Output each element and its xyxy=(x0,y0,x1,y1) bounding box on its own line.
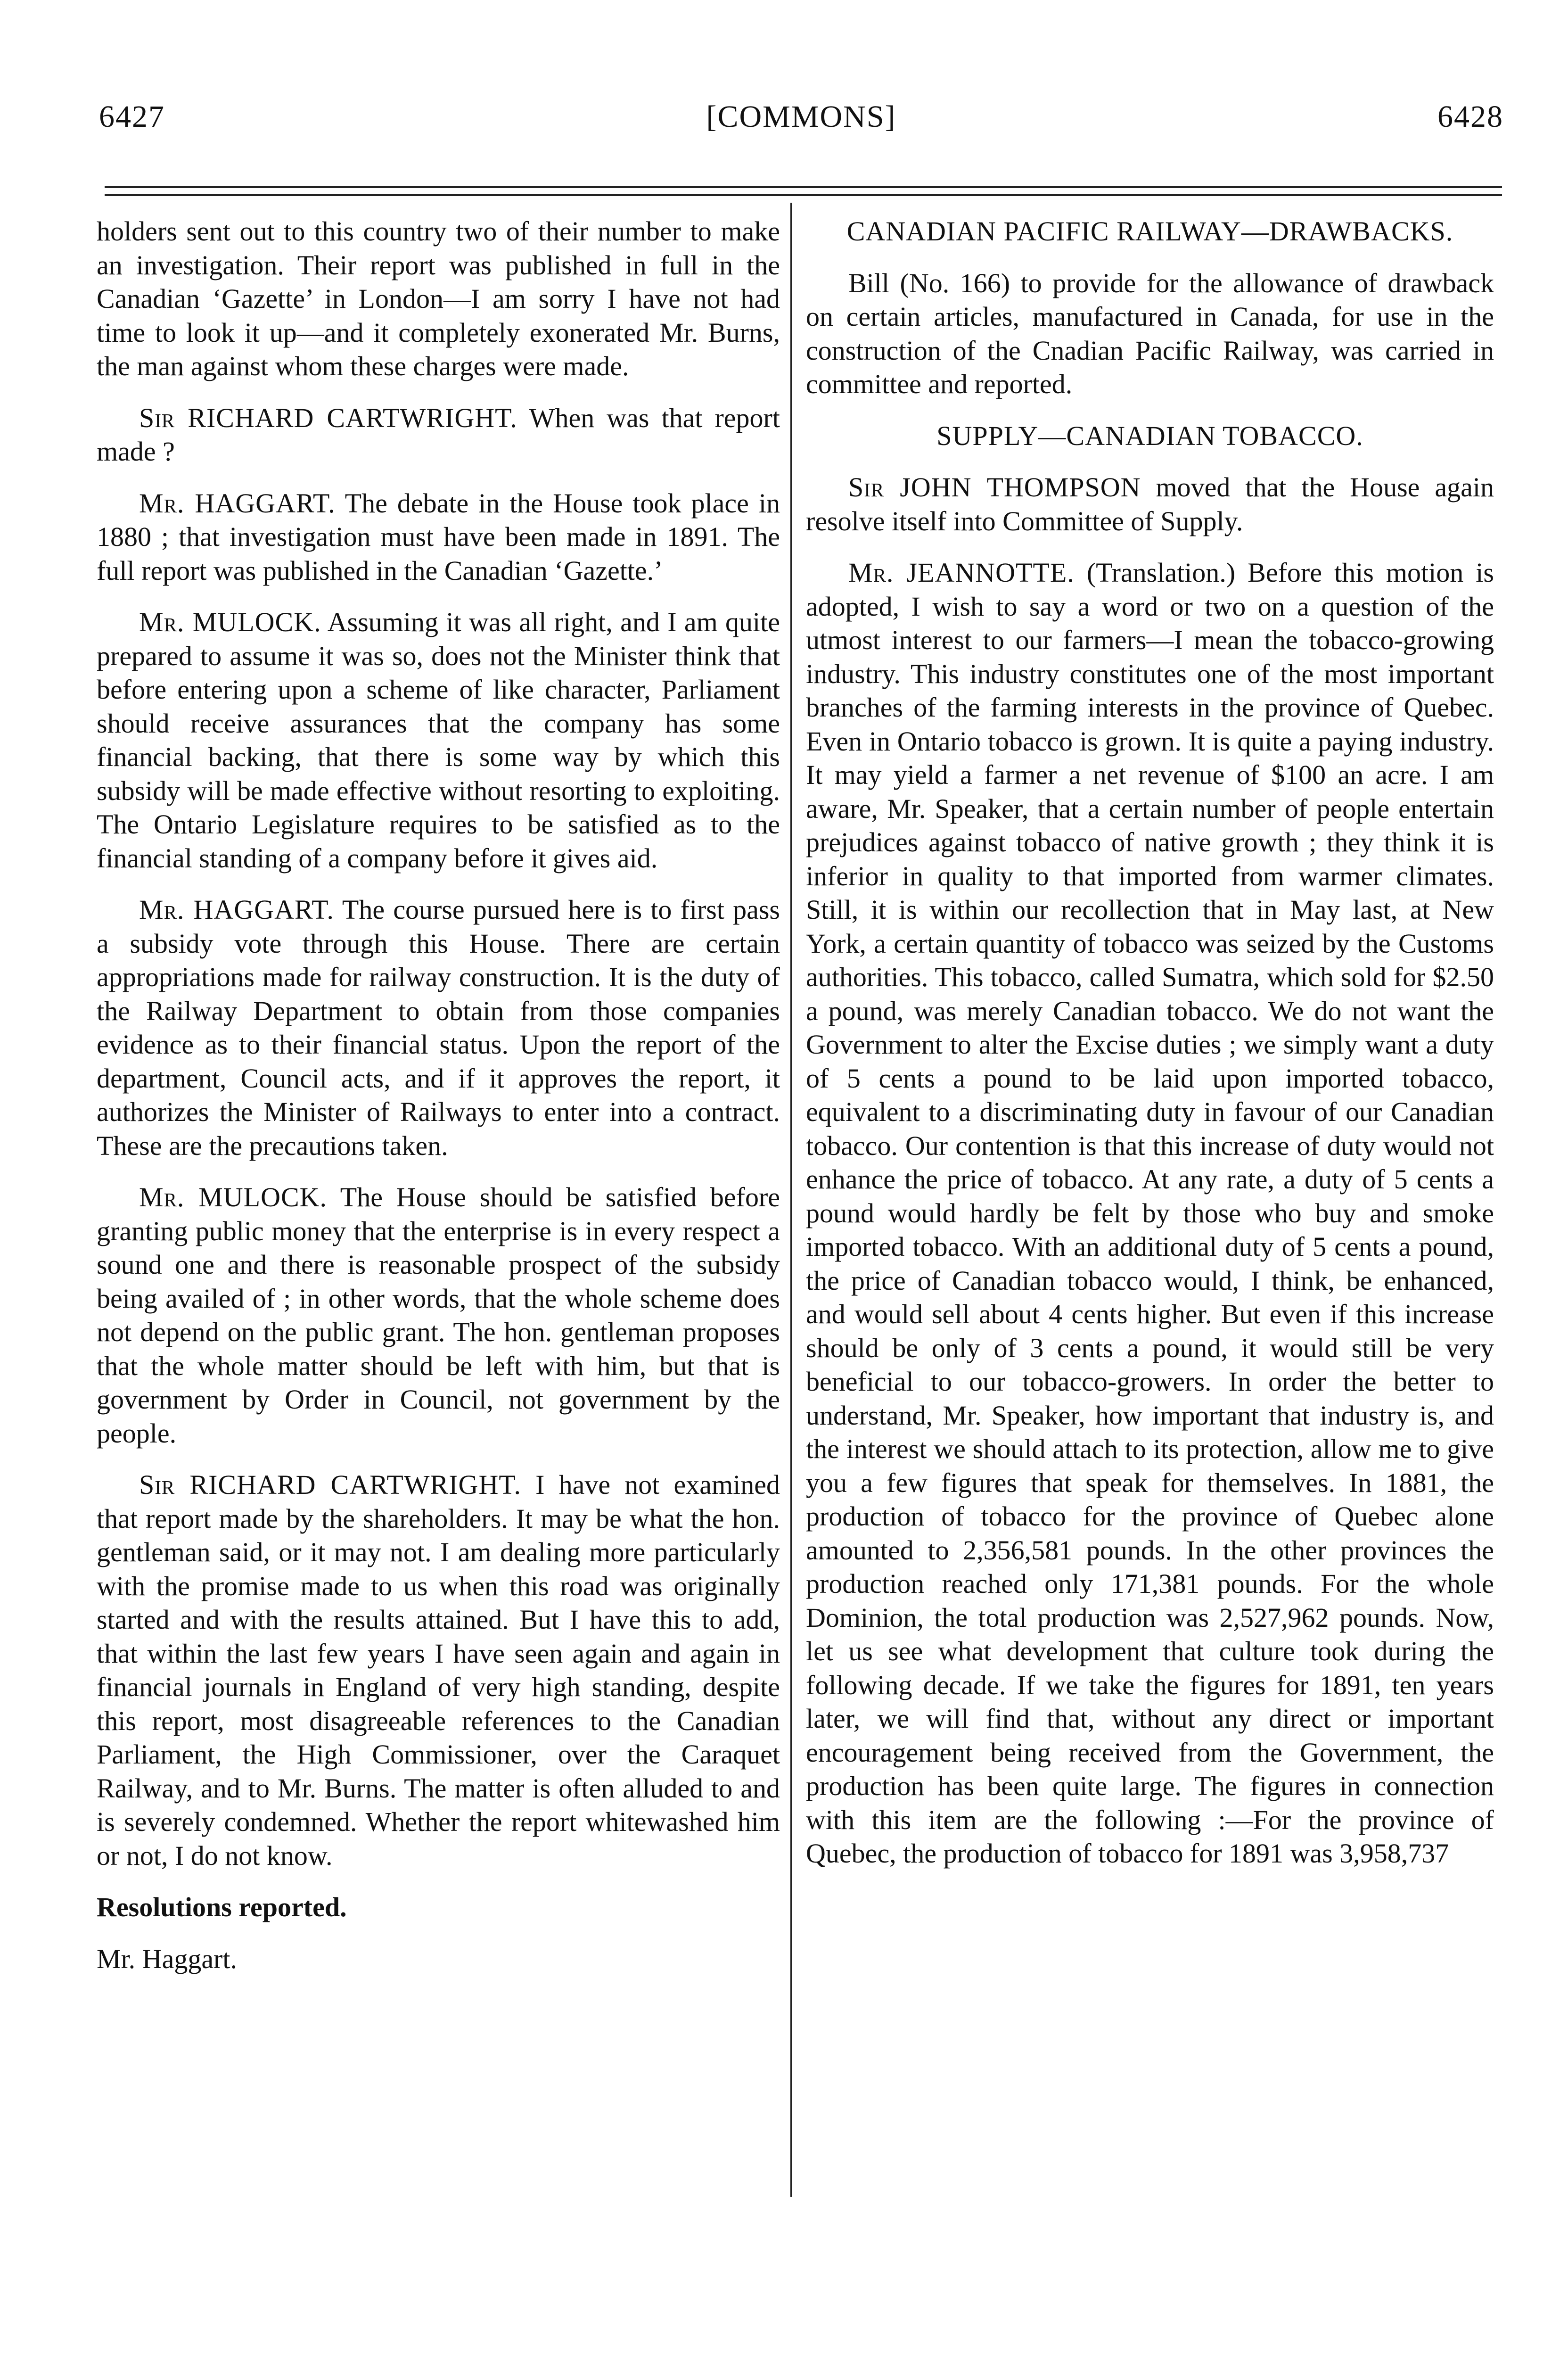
running-head: [COMMONS] xyxy=(706,99,896,134)
resolutions-reported: Resolutions reported. xyxy=(97,1892,347,1922)
speaker-name: Mr. Haggart. xyxy=(97,1943,237,1974)
paragraph-text: holders sent out to this country two of their number to make an investigation. Their report was published in full in the Canadian ‘Gazette’ in London—I am sorry I have not had time to look it up—and it completely exonerated Mr. Burns, the man against whom these charges were made. xyxy=(97,216,780,381)
page-number-right: 6428 xyxy=(1437,99,1503,134)
speaker-name: Sir RICHARD CARTWRIGHT. xyxy=(139,1469,521,1500)
right-column xyxy=(806,214,1494,1888)
paragraph xyxy=(97,1468,780,1872)
column-divider xyxy=(790,203,792,2197)
paragraph xyxy=(806,266,1494,401)
section-heading: CANADIAN PACIFIC RAILWAY—DRAWBACKS. xyxy=(846,216,1453,247)
paragraph xyxy=(97,605,780,875)
speaker-name: Mr. HAGGART. xyxy=(139,894,334,925)
paragraph-text: Assuming it was all right, and I am quite prepared to assume it was so, does not the Minister think that before entering upon a scheme of like character, Parliament should receive assurances that the company has some financial backing, that there is some way by which this subsidy will be made effective without resorting to exploiting. The Ontario Legislature requires to be satisfied as to the financial standing of a company before it gives aid. xyxy=(97,607,780,874)
paragraph-text: When was that report made ? xyxy=(97,402,780,467)
paragraph-text: Bill (No. 166) to provide for the allowance of drawback on certain articles, manufactured in Canada, for use in the construction of the Cnadian Pacific Railway, was carried in committee and reported. xyxy=(806,267,1494,399)
header-rule-bottom xyxy=(105,194,1502,196)
paragraph-text: (Translation.) Before this motion is adopted, I wish to say a word or two on a question of the utmost interest to our farmers—I mean the tobacco-growing industry. This industry constitutes one of the most important branches of the farming interests in the province of Quebec. Even in Ontario tobacco is grown. It is quite a paying industry. It may yield a farmer a net revenue of $100 an acre. I am aware, Mr. Speaker, that a certain number of people entertain prejudices against tobacco of native growth ; they think it is inferior in quality to that imported from warmer climates. Still, it is within our recollection that in May last, at New York, a certain quantity of tobacco was seized by the Customs authorities. This tobacco, called Sumatra, which sold for $2.50 a pound, was merely Canadian tobacco. We do not want the Government to alter the Excise duties ; we simply want a duty of 5 cents a pound to be laid upon imported tobacco, equivalent to a discriminating duty in favour of our Canadian tobacco. Our contention is that this increase of duty would not enhance the price of tobacco. At any rate, a duty of 5 cents a pound would hardly be felt by those who buy and smoke imported tobacco. With an additional duty of 5 cents a pound, the price of Canadian tobacco would, I think, be enhanced, and would sell about 4 cents higher. But even if this increase should be only of 3 cents a pound, it would still be very beneficial to our tobacco-growers. In order the better to understand, Mr. Speaker, how important that industry is, and the interest we should attach to its protection, allow me to give you a few figures that speak for themselves. In 1881, the production of tobacco for the province of Quebec alone amounted to 2,356,581 pounds. In the other provinces the production reached only 171,381 pounds. For the whole Dominion, the total production was 2,527,962 pounds. Now, let us see what development that culture took during the following decade. If we take the figures for 1891, ten years later, we will find that, without any direct or important encouragement being received from the Government, the production has been quite large. The figures in connection with this item are the following :—For the province of Quebec, the production of tobacco for 1891 was 3,958,737 xyxy=(806,557,1494,1869)
paragraph xyxy=(97,486,780,588)
paragraph xyxy=(806,556,1494,1871)
speaker-name: Sir RICHARD CARTWRIGHT. xyxy=(139,402,517,433)
page-number-left: 6427 xyxy=(99,99,165,134)
paragraph-text: The House should be satisfied before granting public money that the enterprise is in every respect a sound one and there is reasonable prospect of the subsidy being availed of ; in other words, that the whole scheme does not depend on the public grant. The hon. gentleman proposes that the whole matter should be left with him, but that is government by Order in Council, not government by the people. xyxy=(97,1182,780,1449)
section-heading: SUPPLY—CANADIAN TOBACCO. xyxy=(936,420,1363,451)
speaker-name: Mr. JEANNOTTE. xyxy=(848,557,1075,588)
speaker-name: Mr. MULOCK. xyxy=(139,607,321,637)
paragraph xyxy=(97,214,780,383)
paragraph-text: The debate in the House took place in 1880 ; that investigation must have been made in 1891. The full report was published in the Canadian ‘Gazette.’ xyxy=(97,487,780,586)
left-column xyxy=(97,214,780,1994)
paragraph-text: moved that the House again resolve itself into Committee of Supply. xyxy=(806,472,1494,536)
paragraph xyxy=(97,401,780,469)
page-header xyxy=(99,99,1503,156)
speaker-name: Mr. HAGGART. xyxy=(139,487,336,519)
paragraph xyxy=(806,470,1494,538)
paragraph-text: The course pursued here is to first pass a subsidy vote through this House. There are certain appropriations made for railway construction. It is the duty of the Railway Department to obtain from those companies evidence as to their financial status. Upon the report of the department, Council acts, and if it approves the report, it authorizes the Minister of Railways to enter into a contract. These are the precautions taken. xyxy=(97,894,780,1161)
paragraph xyxy=(97,893,780,1162)
header-rule-top xyxy=(105,186,1502,188)
paragraph-text: I have not examined that report made by the shareholders. It may be what the hon. gentleman said, or it may not. I am dealing more particularly with the promise made to us when this road was originally started and with the results attained. But I have this to add, that within the last few years I have seen again and again in financial journals in England of very high standing, despite this report, most disagreeable references to the Canadian Parliament, the High Commissioner, over the Caraquet Railway, and to Mr. Burns. The matter is often alluded to and is severely condemned. Whether the report whitewashed him or not, I do not know. xyxy=(97,1469,780,1871)
speaker-name: Sir JOHN THOMPSON xyxy=(848,472,1141,503)
paragraph xyxy=(97,1180,780,1450)
speaker-name: Mr. MULOCK. xyxy=(139,1182,328,1212)
